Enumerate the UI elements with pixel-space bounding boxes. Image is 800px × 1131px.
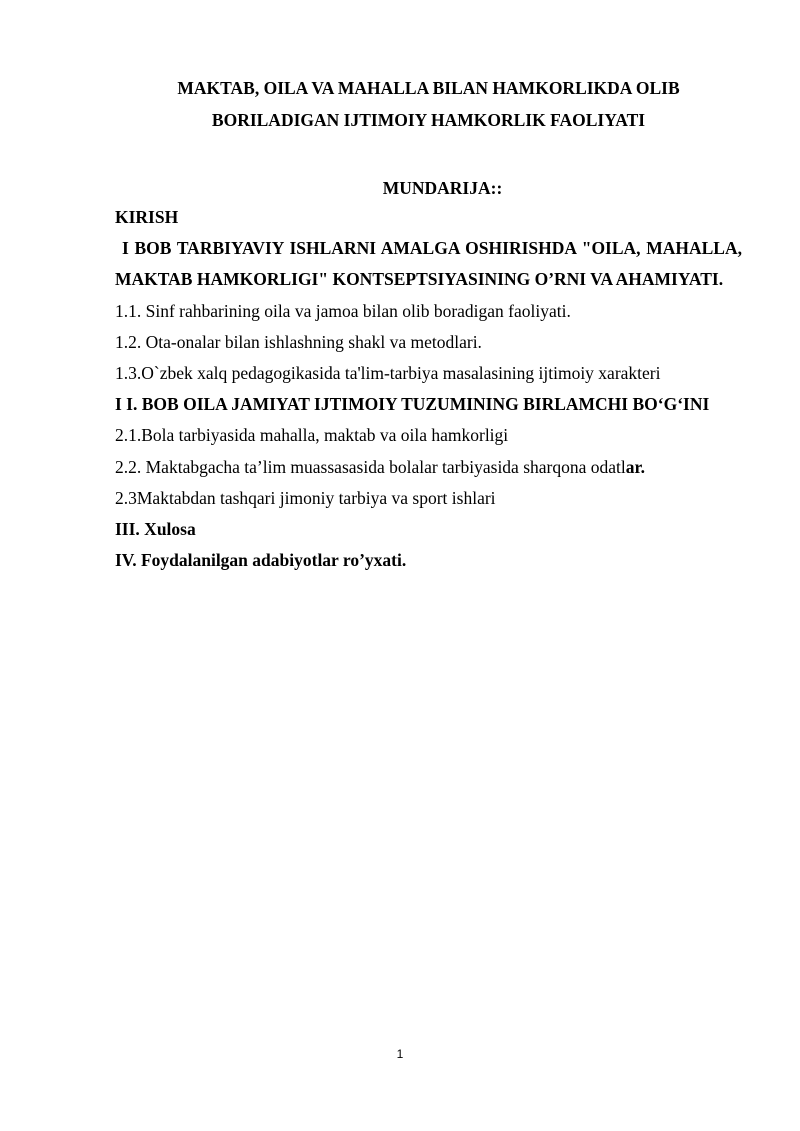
toc-item-2-2-text: 2.2. Maktabgacha ta’lim muassasasida bolalar tarbiyasida sharqona odatl <box>115 456 626 477</box>
title-line-2: BORILADIGAN IJTIMOIY HAMKORLIK FAOLIYATI <box>211 110 646 130</box>
toc-item-2-1: 2.1.Bola tarbiyasida mahalla, maktab va oila hamkorligi <box>115 425 509 446</box>
toc-intro: KIRISH <box>115 207 179 227</box>
toc-chapter-2: I I. BOB OILA JAMIYAT IJTIMOIY TUZUMINING BIRLAMCHI BO‘G‘INI <box>115 394 710 415</box>
document-title <box>115 72 742 136</box>
title-line-1: MAKTAB, OILA VA MAHALLA BILAN HAMKORLIKDA OLIB <box>177 78 680 98</box>
toc-heading: MUNDARIJA:: <box>382 178 503 198</box>
table-of-contents <box>115 202 742 576</box>
toc-references: IV. Foydalanilgan adabiyotlar ro’yxati. <box>115 550 407 571</box>
toc-item-1-3: 1.3.O`zbek xalq pedagogikasida ta'lim-tarbiya masalasining ijtimoiy xarakteri <box>115 363 661 384</box>
toc-item-1-1: 1.1. Sinf rahbarining oila va jamoa bilan olib boradigan faoliyati. <box>115 300 571 321</box>
toc-chapter-1: I BOB TARBIYAVIY ISHLARNI AMALGA OSHIRISHDA "OILA, MAHALLA, MAKTAB HAMKORLIGI" KONTSEPTSIYASINING O’RNI VA AHAMIYATI. <box>115 238 742 290</box>
toc-item-2-2 <box>115 452 742 483</box>
toc-item-1-2: 1.2. Ota-onalar bilan ishlashning shakl va metodlari. <box>115 331 482 352</box>
toc-item-2-2-bold-suffix: ar. <box>625 456 646 477</box>
toc-item-2-3: 2.3Maktabdan tashqari jimoniy tarbiya va sport ishlari <box>115 487 496 508</box>
page-number: 1 <box>396 1047 404 1061</box>
toc-conclusion: III. Xulosa <box>115 519 196 540</box>
